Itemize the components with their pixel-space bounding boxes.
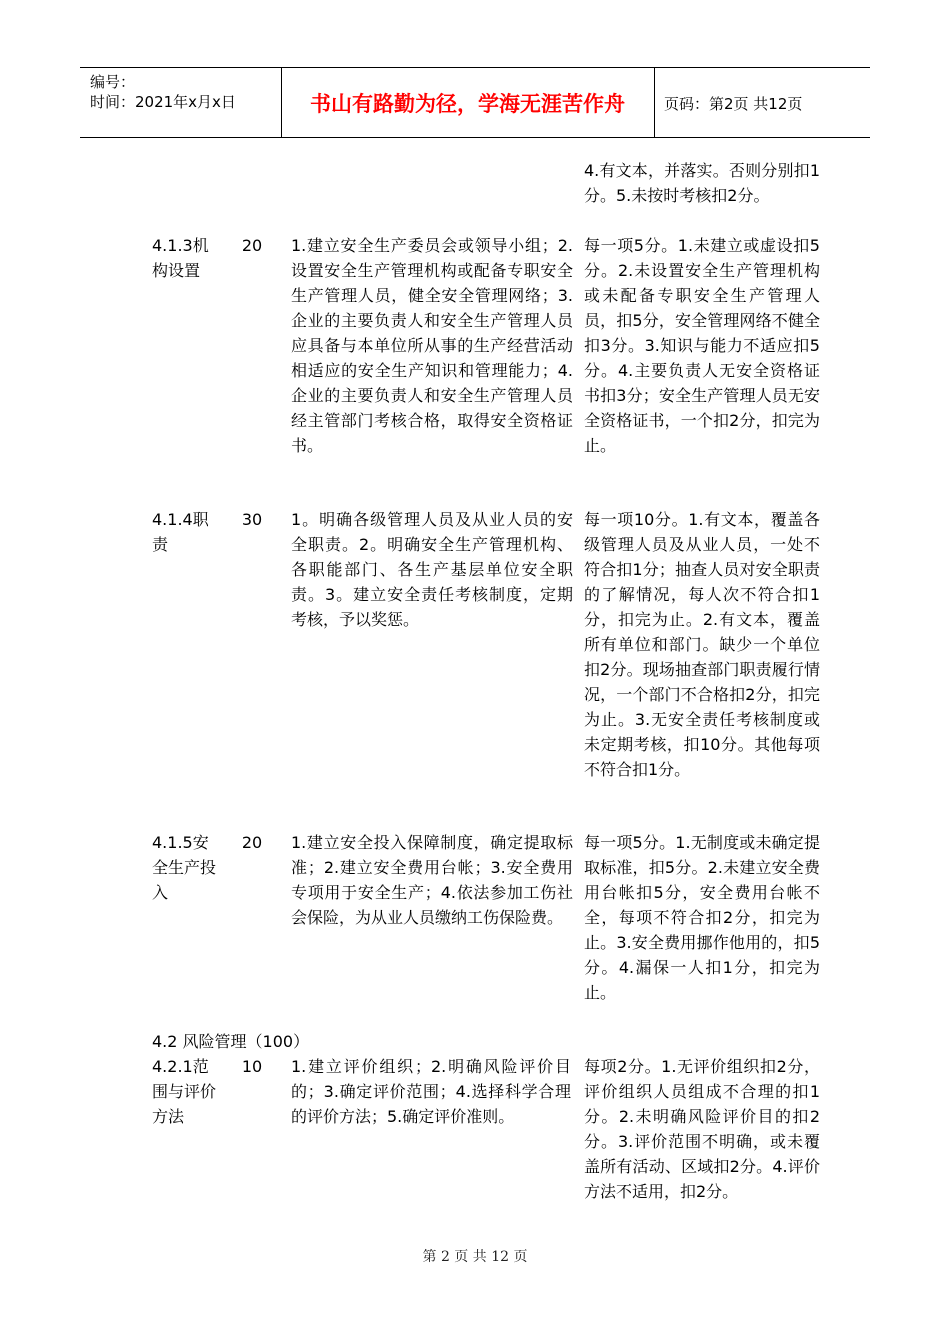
header-meta	[90, 72, 236, 112]
document-time: 时间：2021年x月x日	[90, 93, 236, 111]
scoring-cell: 每一项5分。1.无制度或未确定提取标准，扣5分。2.未建立安全费用台帐扣5分，安全费用台帐不全，每项不符合扣2分，扣完为止。3.安全费用挪作他用的，扣5分。4.漏保一人扣1分，扣完为止。	[584, 833, 820, 1002]
header-divider	[654, 68, 655, 137]
header-motto: 书山有路勤为径，学海无涯苦作舟	[310, 91, 625, 116]
item-code: 4.2.1范围与评价方法	[152, 1057, 217, 1126]
item-score: 30	[241, 510, 263, 529]
item-score: 10	[241, 1057, 263, 1076]
document-number-label: 编号：	[90, 73, 136, 91]
requirement-cell: 1。明确各级管理人员及从业人员的安全职责。2。明确安全生产管理机构、各职能部门、各生产基层单位安全职责。3。建立安全责任考核制度，定期考核，予以奖惩。	[291, 510, 573, 629]
page-footer: 第 2 页 共 12 页	[422, 1249, 528, 1265]
header-page-info: 页码：第2页 共12页	[664, 95, 803, 113]
item-code: 4.1.4职责	[152, 510, 209, 554]
scoring-cell: 每一项10分。1.有文本，覆盖各级管理人员及从业人员，一处不符合扣1分；抽查人员对安全职责的了解情况，每人次不符合扣1分，扣完为止。2.有文本，覆盖所有单位和部门。缺少一个单位扣2分。现场抽查部门职责履行情况，一个部门不合格扣2分，扣完为止。3.无安全责任考核制度或未定期考核，扣10分。其他每项不符合扣1分。	[584, 510, 820, 779]
requirement-cell: 1.建立安全生产委员会或领导小组；2.设置安全生产管理机构或配备专职安全生产管理人员，健全安全管理网络；3.企业的主要负责人和安全生产管理人员应具备与本单位所从事的生产经营活动相适应的安全生产知识和管理能力；4.企业的主要负责人和安全生产管理人员经主管部门考核合格，取得安全资格证书。	[291, 236, 573, 455]
requirement-cell: 1.建立评价组织；2.明确风险评价目的；3.确定评价范围；4.选择科学合理的评价方法；5.确定评价准则。	[291, 1057, 571, 1126]
page-header	[80, 67, 870, 138]
scoring-cell: 每一项5分。1.未建立或虚设扣5分。2.未设置安全生产管理机构或未配备专职安全生产管理人员，扣5分，安全管理网络不健全扣3分。3.知识与能力不适应扣5分。4.主要负责人无安全资格证书扣3分；安全生产管理人员无安全资格证书，一个扣2分，扣完为止。	[584, 236, 820, 455]
scoring-cell: 4.有文本，并落实。否则分别扣1分。5.未按时考核扣2分。	[584, 161, 820, 205]
section-heading: 4.2 风险管理（100）	[152, 1032, 310, 1051]
item-score: 20	[241, 236, 263, 255]
item-score: 20	[241, 833, 263, 852]
requirement-cell: 1.建立安全投入保障制度，确定提取标准；2.建立安全费用台帐；3.安全费用专项用于安全生产；4.依法参加工伤社会保险，为从业人员缴纳工伤保险费。	[291, 833, 573, 927]
item-code: 4.1.5安全生产投入	[152, 833, 217, 902]
scoring-cell: 每项2分。1.无评价组织扣2分，评价组织人员组成不合理的扣1分。2.未明确风险评价目的扣2分。3.评价范围不明确，或未覆盖所有活动、区域扣2分。4.评价方法不适用，扣2分。	[584, 1057, 820, 1201]
item-code: 4.1.3机构设置	[152, 236, 209, 280]
